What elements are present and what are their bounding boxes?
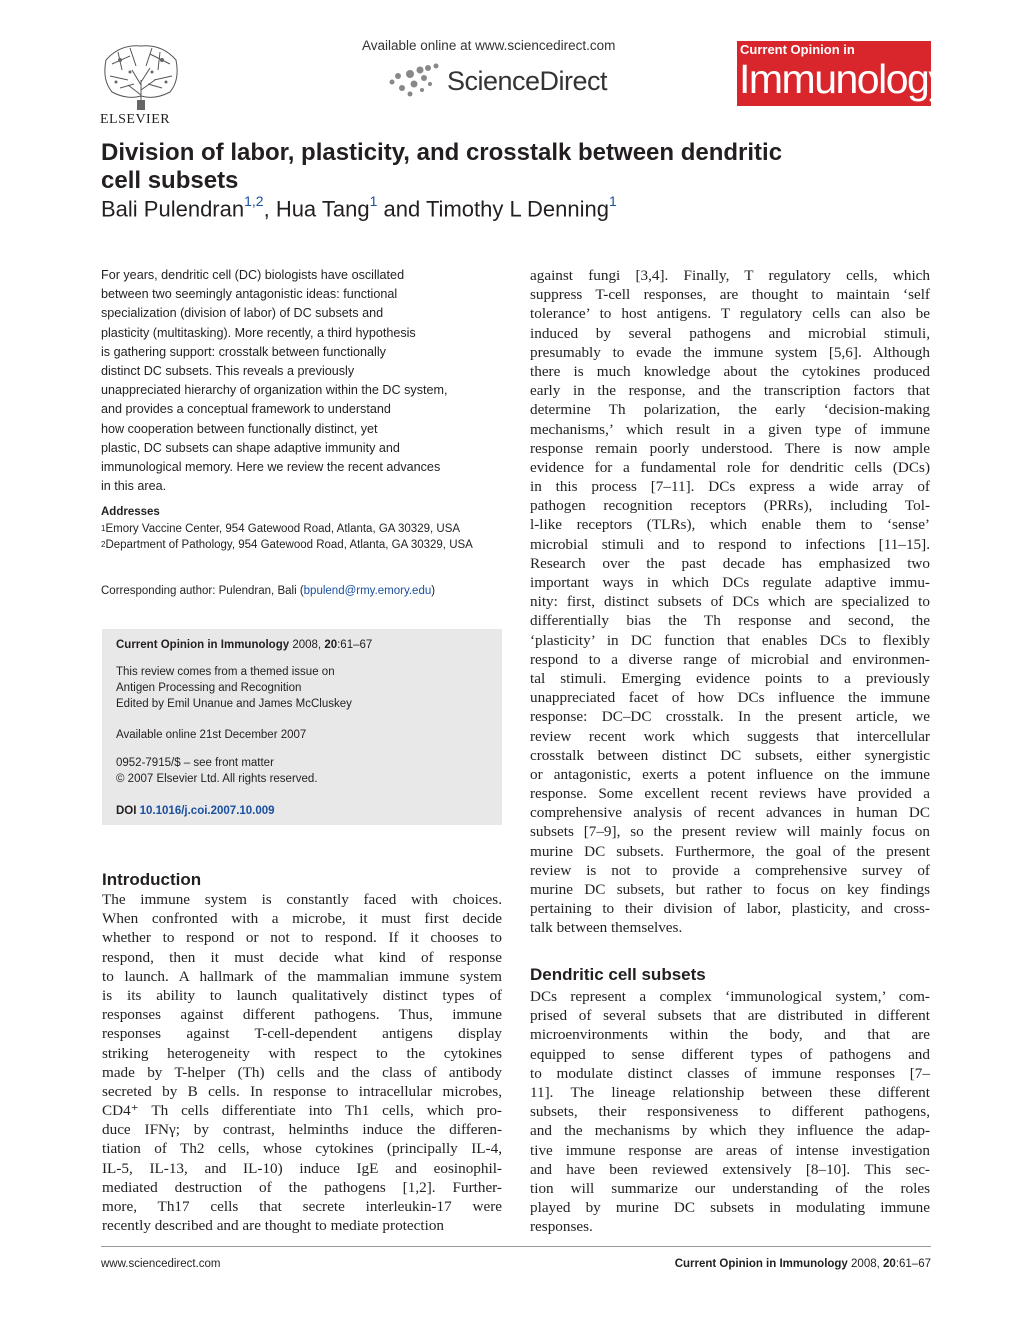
journal-logo-name: Immunology bbox=[739, 56, 948, 102]
doi-line bbox=[116, 803, 275, 819]
paragraph-line: responses. bbox=[530, 1218, 593, 1236]
paragraph-line: mediated destruction of the pathogens [1,2]. Further- bbox=[102, 1178, 502, 1196]
paragraph-line: response remain poorly understood. There is now ample bbox=[530, 439, 930, 457]
paragraph-line: response. Some excellent recent reviews have provided a bbox=[530, 785, 930, 803]
paragraph-line: tolerance’ to host antigens. T regulatory cells can also be bbox=[530, 305, 930, 323]
abstract-line: For years, dendritic cell (DC) biologists have oscillated bbox=[101, 268, 405, 282]
footer-pages: :61–67 bbox=[895, 1258, 931, 1270]
paragraph-line: IL-5, IL-13, and IL-10) induce IgE and eosinophil- bbox=[102, 1159, 502, 1177]
journal-logo-top: Current Opinion in bbox=[740, 42, 855, 57]
paragraph-line: When confronted with a microbe, it must first decide bbox=[102, 910, 502, 928]
paragraph-line: tive immune response are areas of intense investigation bbox=[530, 1141, 930, 1159]
abstract-line: in this area. bbox=[101, 479, 167, 494]
publisher-name: ELSEVIER bbox=[100, 112, 171, 127]
abstract-line: plastic, DC subsets can shape adaptive immunity and bbox=[101, 440, 400, 455]
paragraph-line: prised of several subsets that are distributed in different bbox=[530, 1007, 930, 1025]
paragraph-line: subsets, their responsiveness to different pathogens, bbox=[530, 1103, 930, 1121]
paragraph-line: important ways in which DCs regulate adaptive immu- bbox=[530, 574, 930, 591]
author-affiliation[interactable]: 1,2 bbox=[244, 193, 264, 209]
address-text: Emory Vaccine Center, 954 Gatewood Road, Atlanta, GA 30329, USA bbox=[105, 523, 461, 535]
paragraph-line: there is much knowledge about the cytokines produced bbox=[530, 362, 930, 380]
introduction-body bbox=[102, 890, 502, 1235]
paragraph-line: and the mechanisms by which they influence the adap- bbox=[530, 1122, 930, 1140]
address-text: Department of Pathology, 954 Gatewood Road, Atlanta, GA 30329, USA bbox=[105, 539, 473, 551]
paragraph-line: DCs represent a complex ‘immunological system,’ com- bbox=[530, 988, 930, 1005]
article-title bbox=[101, 139, 901, 195]
paragraph-line: tion will summarize our understanding of the roles bbox=[530, 1179, 930, 1197]
sciencedirect-dots-icon bbox=[384, 62, 448, 100]
abstract-line: how cooperation between functionally distinct, yet bbox=[101, 421, 378, 436]
paragraph-line: talk between themselves. bbox=[530, 919, 683, 937]
paragraph-line: l-like receptors (TLRs), which enable them to ‘sense’ bbox=[530, 516, 930, 534]
paragraph-line: nity: first, distinct subsets of DCs which are specialized to bbox=[530, 593, 930, 611]
corresponding-author-label: Corresponding author: Pulendran, Bali ( bbox=[101, 585, 304, 597]
copyright-line: © 2007 Elsevier Ltd. All rights reserved. bbox=[116, 773, 318, 785]
abstract-line: immunological memory. Here we review the recent advances bbox=[101, 460, 441, 475]
issn-line: 0952-7915/$ – see front matter bbox=[116, 757, 274, 769]
elsevier-logo bbox=[100, 40, 182, 130]
address-item bbox=[101, 537, 501, 554]
corresponding-author bbox=[101, 585, 435, 597]
paragraph-line: duce IFNγ; by contrast, helminths induce the differen- bbox=[102, 1121, 502, 1139]
author-affiliation[interactable]: 1 bbox=[369, 193, 378, 209]
corresponding-author-close: ) bbox=[431, 585, 436, 597]
paragraph-line: tal stimuli. Emerging evidence points to a previously bbox=[530, 669, 930, 687]
author-list bbox=[101, 195, 617, 222]
paragraph-line: 11]. The lineage relationship between these different bbox=[530, 1083, 930, 1101]
paragraph-line: induced by several pathogens and microbial stimuli, bbox=[530, 324, 930, 342]
paragraph-line: CD4⁺ Th cells differentiate into Th1 cells, which pro- bbox=[102, 1102, 502, 1120]
paragraph-line: suppress T-cell responses, are thought to maintain ‘self bbox=[530, 286, 930, 304]
paragraph-line: secreted by B cells. In response to intracellular microbes, bbox=[102, 1082, 502, 1100]
theme-intro: This review comes from a themed issue on bbox=[116, 666, 335, 678]
paragraph-line: comprehensive analysis of recent advances in human DC bbox=[530, 804, 930, 822]
doi-link[interactable]: 10.1016/j.coi.2007.10.009 bbox=[139, 805, 275, 817]
paragraph-line: murine DC subsets. Furthermore, the goal of the present bbox=[530, 842, 930, 860]
paragraph-line: Research over the past decade has emphasized two bbox=[530, 554, 930, 572]
paragraph-line: more, Th17 cells that secrete interleukin-17 were bbox=[102, 1198, 502, 1215]
abstract-line: is gathering support: crosstalk between functionally bbox=[101, 344, 386, 359]
paragraph-line: The immune system is constantly faced with choices. bbox=[102, 891, 502, 908]
paragraph-line: ‘plasticity’ in DC function that enables DCs to flexibly bbox=[530, 631, 930, 649]
paragraph-line: tiation of Th2 cells, whose cytokines (principally IL-4, bbox=[102, 1140, 502, 1158]
journal-name: Current Opinion in Immunology bbox=[116, 639, 290, 651]
paragraph-line: pertaining to their division of labor, plasticity, and cross- bbox=[530, 900, 930, 918]
email-link[interactable]: bpulend@rmy.emory.edu bbox=[303, 585, 432, 597]
paragraph-line: is its ability to launch qualitatively distinct types of bbox=[102, 986, 502, 1004]
footer-divider bbox=[101, 1246, 931, 1247]
paragraph-line: against fungi [3,4]. Finally, T regulatory cells, which bbox=[530, 267, 930, 284]
author-name[interactable]: Timothy L Denning bbox=[425, 196, 609, 222]
paragraph-line: recently described and are thought to mediate protection bbox=[102, 1217, 445, 1235]
addresses-heading: Addresses bbox=[101, 506, 160, 518]
footer-url[interactable]: www.sciencedirect.com bbox=[101, 1258, 221, 1270]
footer-year: 2008, bbox=[847, 1258, 884, 1270]
paragraph-line: unappreciated facet of how DCs influence the immune bbox=[530, 689, 930, 707]
footer-journal: Current Opinion in Immunology bbox=[674, 1258, 848, 1270]
address-number: 1 bbox=[101, 524, 106, 533]
abstract-line: distinct DC subsets. This reveals a previously bbox=[101, 364, 355, 379]
paragraph-line: response: DC–DC crosstalk. In the present article, we bbox=[530, 708, 930, 726]
paragraph-line: made by T-helper (Th) cells and the class of antibody bbox=[102, 1063, 502, 1081]
paragraph-line: striking heterogeneity with respect to the cytokines bbox=[102, 1044, 502, 1062]
abstract-line: specialization (division of labor) of DC subsets and bbox=[101, 306, 384, 321]
paragraph-line: in this process [7–11]. DCs express a wide array of bbox=[530, 478, 930, 496]
paragraph-line: pathogen recognition receptors (PRRs), including Tol- bbox=[530, 497, 930, 515]
introduction-heading: Introduction bbox=[102, 870, 202, 889]
footer-volume: 20 bbox=[883, 1258, 896, 1270]
paragraph-line: microenvironments within the body, and that are bbox=[530, 1026, 930, 1044]
paragraph-line: determine Th polarization, the early ‘decision-making bbox=[530, 401, 930, 419]
body-text-right bbox=[530, 266, 930, 938]
theme-editors: Edited by Emil Unanue and James McCluskey bbox=[116, 698, 352, 710]
doi-label: DOI bbox=[116, 805, 140, 817]
paragraph-line: evidence for a fundamental role for dendritic cells (DCs) bbox=[530, 458, 930, 476]
journal-year: 2008, bbox=[289, 639, 325, 651]
journal-logo bbox=[737, 41, 948, 106]
paragraph-line: or antagonistic, exerts a potent influence on the immune bbox=[530, 765, 930, 783]
paragraph-line: respond, then it must decide what kind of response bbox=[102, 948, 502, 966]
abstract-line: between two seemingly antagonistic ideas: functional bbox=[101, 287, 398, 302]
theme-name: Antigen Processing and Recognition bbox=[116, 682, 302, 694]
paragraph-line: microbial stimuli and to respond to infections [11–15]. bbox=[530, 535, 930, 553]
paragraph-line: subsets [7–9], so the present review will mainly focus on bbox=[530, 823, 930, 841]
sciencedirect-wordmark: ScienceDirect bbox=[447, 66, 608, 96]
article-title-line: cell subsets bbox=[101, 167, 239, 194]
address-item bbox=[101, 521, 511, 538]
author-name[interactable]: Hua Tang bbox=[275, 196, 370, 222]
journal-volume: 20 bbox=[324, 639, 338, 651]
abstract bbox=[101, 266, 499, 496]
paragraph-line: crosstalk between distinct DC subsets, either synergistic bbox=[530, 746, 930, 764]
abstract-line: plasticity (multitasking). More recently, a third hypothesis bbox=[101, 325, 416, 340]
paragraph-line: differentially bias the Th response and second, the bbox=[530, 612, 930, 630]
paragraph-line: and have been reviewed extensively [8–10]. This sec- bbox=[530, 1160, 930, 1178]
address-number: 2 bbox=[101, 540, 106, 549]
paragraph-line: responses against different pathogens. Thus, immune bbox=[102, 1006, 502, 1024]
paragraph-line: responses against T-cell-dependent antigens display bbox=[102, 1025, 502, 1043]
dc-subsets-body bbox=[530, 987, 930, 1236]
paragraph-line: early in the response, and the transcription factors that bbox=[530, 382, 930, 400]
paragraph-line: equipped to sense different types of pathogens and bbox=[530, 1045, 930, 1063]
author-affiliation[interactable]: 1 bbox=[608, 193, 617, 209]
author-name[interactable]: Bali Pulendran bbox=[101, 196, 245, 222]
paragraph-line: played by murine DC subsets in modulating immune bbox=[530, 1199, 930, 1217]
paragraph-line: review recent work which suggests that intercellular bbox=[530, 727, 930, 745]
abstract-line: and provides a conceptual framework to understand bbox=[101, 402, 391, 417]
paragraph-line: murine DC subsets, but rather to focus on key findings bbox=[530, 881, 930, 898]
author-separator: and bbox=[377, 196, 426, 222]
paragraph-line: review is not to provide a comprehensive survey of bbox=[530, 861, 930, 879]
paragraph-line: respond to a diverse range of microbial and environmen- bbox=[530, 650, 930, 668]
paragraph-line: to launch. A hallmark of the mammalian immune system bbox=[102, 967, 502, 985]
journal-pages: :61–67 bbox=[337, 639, 373, 651]
available-online-text: Available online at www.sciencedirect.com bbox=[362, 38, 616, 53]
available-date: Available online 21st December 2007 bbox=[116, 729, 307, 741]
citation-line bbox=[116, 637, 372, 653]
paragraph-line: whether to respond or not to respond. If it chooses to bbox=[102, 929, 502, 947]
paragraph-line: mechanisms,’ which result in a given type of immune bbox=[530, 420, 930, 438]
article-info-box bbox=[102, 629, 502, 825]
paragraph-line: presumably to evade the immune system [5,6]. Although bbox=[530, 343, 930, 361]
author-separator: , bbox=[263, 196, 276, 222]
article-title-line: Division of labor, plasticity, and crosstalk between dendritic bbox=[101, 139, 783, 166]
paragraph-line: to modulate distinct classes of immune responses [7– bbox=[530, 1064, 930, 1082]
footer-citation bbox=[675, 1258, 931, 1270]
abstract-line: unappreciated hierarchy of organization within the DC system, bbox=[101, 383, 448, 398]
dc-subsets-heading: Dendritic cell subsets bbox=[530, 965, 706, 984]
